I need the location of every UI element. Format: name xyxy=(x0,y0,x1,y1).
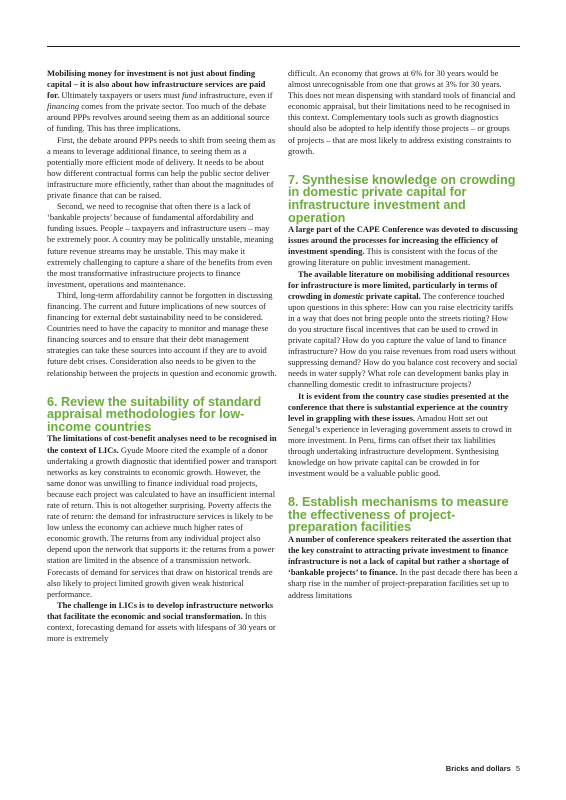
lead-in-bold: A large part of the CAPE Conference was devoted to discussing issues around the processes for increasing the efficiency of investment spending. xyxy=(288,224,518,257)
page-number: 5 xyxy=(515,764,520,773)
lead-in-bold: Mobilising money for investment is not just about finding capital – it is also about how infrastructure services are paid for. xyxy=(47,68,266,101)
emphasis: domestic xyxy=(333,290,364,301)
lead-in-bold: The limitations of cost-benefit analyses need to be recognised in the context of LICs. xyxy=(47,433,277,455)
right-column xyxy=(288,68,518,601)
page-footer xyxy=(446,764,520,773)
header-rule xyxy=(47,46,520,47)
emphasis: fund xyxy=(181,90,198,101)
body-text: comes from the private sector. Too much of the debate around PPPs revolves around seeing them as an additional source of funding. This has three implications. xyxy=(47,101,270,134)
lead-in-bold: The challenge in LICs is to develop infrastructure networks that facilitate the economic and social transformation. xyxy=(47,599,274,621)
section-heading-8: 8. Establish mechanisms to measure the effectiveness of project-preparation facilities xyxy=(288,495,509,535)
paragraph xyxy=(288,391,518,480)
body-text: infrastructure, even if xyxy=(197,90,273,101)
lead-in-bold: private capital. xyxy=(363,290,421,301)
section-heading-7: 7. Synthesise knowledge on crowding in domestic private capital for infrastructure investment and operation xyxy=(288,172,516,225)
lead-in-bold: It is evident from the country case studies presented at the conference that there is substantial experience at the country level in grappling with these issues. xyxy=(288,390,509,423)
paragraph: Second, we need to recognise that often there is a lack of ‘bankable projects’ because of fundamental affordability and funding issues. People – taxpayers and infrastructure users – may be extremely poor. A country may be politically unstable, meaning future revenue streams may be unstable. This may make it extremely challenging to capture a share of the benefits from even the most transformative infrastructure projects to finance investment, operations and maintenance. xyxy=(47,201,274,289)
paragraph xyxy=(288,534,518,601)
body-text: Amadou Hott set out Senegal’s experience in leveraging government assets to crowd in more investment. In Peru, firms can offset their tax liabilities through undertaking infrastructure development. Synthesising knowledge on how private capital can be crowded in for investment would be a valuable public good. xyxy=(288,412,512,479)
body-text: In the past decade there has been a sharp rise in the number of project-preparation facilities set up to address limitations xyxy=(288,567,518,600)
body-text: Ultimately taxpayers or users must xyxy=(59,90,182,101)
body-text: The conference touched upon questions in this sphere: How can you raise electricity tariffs in a way that does not bring people onto the streets rioting? How do you structure fiscal incentives that can be used to crowd in private capital? How do you capture the value of land to finance infrastructure? How do you raise revenues from road users without suppressing demand? How do you balance cost recovery and social needs in water supply? What role can development banks play in channelling domestic credit to infrastructure projects? xyxy=(288,290,518,390)
paragraph xyxy=(288,224,518,268)
body-text: This is consistent with the focus of the growing literature on public investment management. xyxy=(288,246,498,268)
paragraph xyxy=(47,68,277,135)
left-column xyxy=(47,68,277,644)
paragraph: Third, long-term affordability cannot be forgotten in discussing financing. The current and future implications of new sources of financing for external debt sustainability need to be considered. Countries need to have the capacity to monitor and manage these financing sources and to ensure that their debt management strategies can take these sources into account if they are to avoid future debt crises. Consideration also needs to be given to the relationship between the projects in question and economic growth. xyxy=(47,289,277,378)
paragraph xyxy=(47,433,277,599)
paragraph xyxy=(288,269,518,391)
body-text: In this context, forecasting demand for assets with lifespans of 30 years or more is extremely xyxy=(47,610,276,644)
paragraph: difficult. An economy that grows at 6% for 30 years would be almost unrecognisable from one that grows at 3% for 30 years. This does not mean dispensing with standard tools of financial and economic appraisal, but their limitations need to be recognised in this context. Complementary tools such as growth diagnostics should also be adopted to help identify those projects – or groups of projects – that are most likely to address existing constraints to growth. xyxy=(288,68,516,156)
footer-title: Bricks and dollars xyxy=(445,764,511,773)
lead-in-bold: The available literature on mobilising additional resources for infrastructure is more limited, particularly in terms of crowding in xyxy=(288,268,510,301)
body-text: Gyude Moore cited the example of a donor undertaking a growth diagnostic that identified power and transport networks as key constraints to economic growth. However, the same donor was unwilling to finance individual road projects, because each project was calculated to have an insufficient internal rate of return. This is not altogether surprising. Poverty affects the rate of return: the demand for infrastructure services is likely to be low unless the economy can achieve much higher rates of economic growth. The returns from any individual project also depend upon the network that supports it: the returns from a power station are limited in the absence of a transmission network. Forecasts of demand for services that draw on historical trends are also likely to project limited growth given weak historical performance. xyxy=(47,444,277,599)
paragraph: First, the debate around PPPs needs to shift from seeing them as a means to leverage additional finance, to seeing them as a potentially more efficient mode of delivery. It needs to be about how different contractual forms can help the public sector deliver infrastructure more efficiently, rather than about the magnitudes of private finance that can be raised. xyxy=(47,134,276,201)
paragraph xyxy=(47,600,277,644)
lead-in-bold: A number of conference speakers reiterated the assertion that the key constraint to attracting private investment to finance infrastructure is not a lack of capital but rather a shortage of ‘bankable projects’ to finance. xyxy=(288,534,512,578)
emphasis: financing xyxy=(47,101,80,112)
section-heading-6: 6. Review the suitability of standard appraisal methodologies for low-income countries xyxy=(47,394,262,434)
